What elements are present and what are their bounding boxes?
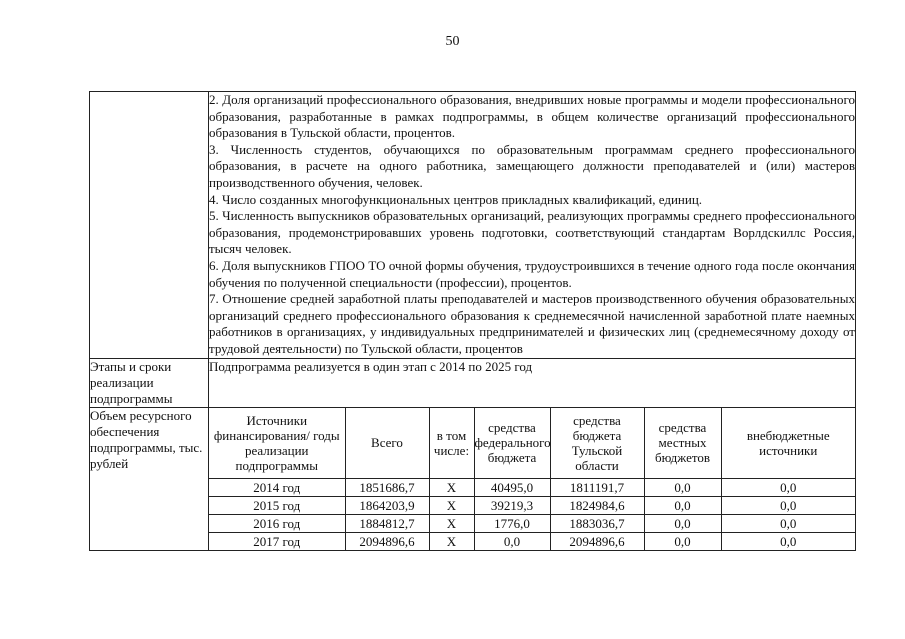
cell-including: X — [429, 478, 474, 496]
cell-extra: 0,0 — [721, 514, 855, 532]
cell-year: 2017 год — [253, 533, 301, 549]
header-regional: средства бюджета Тульской области — [550, 408, 644, 479]
header-federal: средства федерального бюджета — [474, 408, 550, 479]
cell-local: 0,0 — [644, 532, 721, 550]
header-extra: внебюджетные источники — [721, 408, 855, 479]
cell-total: 1884812,7 — [345, 514, 429, 532]
cell-federal: 0,0 — [474, 532, 550, 550]
cell-extra: 0,0 — [721, 532, 855, 550]
cell-year: 2016 год — [209, 514, 345, 532]
cell-regional: 1824984,6 — [550, 496, 644, 514]
indicator-item: 2. Доля организаций профессионального образования, внедривших новые программы и модели профессионального образования, разработанные в рамках подпрограммы, в общем количестве организаций профессионального образования в Тульской области, процентов. — [209, 92, 855, 141]
cell-regional: 1811191,7 — [550, 478, 644, 496]
cell-federal: 1776,0 — [474, 514, 550, 532]
cell-including: X — [429, 514, 474, 532]
header-local: средства местных бюджетов — [644, 408, 721, 479]
cell-federal: 40495,0 — [474, 478, 550, 496]
page-number: 50 — [445, 34, 460, 49]
cell-regional: 2094896,6 — [550, 532, 644, 550]
indicators-cell — [209, 92, 856, 359]
indicators-label-cell — [90, 92, 209, 359]
cell-federal: 39219,3 — [474, 496, 550, 514]
cell-regional: 1883036,7 — [550, 514, 644, 532]
financing-label: Объем ресурсного обеспечения подпрограммы, тыс. рублей — [90, 407, 209, 550]
table-row — [209, 496, 855, 514]
indicator-item: 3. Численность студентов, обучающихся по образовательным программам среднего профессионального образования, в расчете на одного работника, замещающего должности преподавателей и (или) мастеров производственного обучения, человек. — [209, 141, 855, 190]
cell-extra: 0,0 — [721, 478, 855, 496]
indicator-item: 6. Доля выпускников ГПОО ТО очной формы обучения, трудоустроившихся в течение одного года после окончания обучения по полученной специальности (профессии), процентов. — [209, 257, 855, 290]
passport-table — [89, 91, 856, 551]
header-including: в том числе: — [429, 408, 474, 479]
cell-including: X — [429, 532, 474, 550]
cell-total: 1864203,9 — [345, 496, 429, 514]
financing-header-row — [209, 408, 855, 479]
cell-including: X — [429, 496, 474, 514]
indicators-row — [90, 92, 856, 359]
cell-local: 0,0 — [644, 514, 721, 532]
cell-extra: 0,0 — [721, 496, 855, 514]
indicator-item: 5. Численность выпускников образовательных организаций, реализующих программы среднего профессионального образования, продемонстрировавших уровень подготовки, соответствующий стандартам Ворлдскиллс Россия, тысяч человек. — [209, 208, 855, 257]
stages-value: Подпрограмма реализуется в один этап с 2014 по 2025 год — [209, 358, 856, 407]
financing-table — [209, 408, 855, 550]
stages-label: Этапы и сроки реализации подпрограммы — [90, 358, 209, 407]
stages-row — [90, 358, 856, 407]
indicator-item: 7. Отношение средней заработной платы преподавателей и мастеров производственного обучения образовательных организаций среднего профессионального образования к среднемесячной начисленной заработной плате наемных работников в организациях, у индивидуальных предпринимателей и физических лиц (среднемесячному доходу от трудовой деятельности) по Тульской области, процентов — [209, 291, 855, 356]
indicator-item: 4. Число созданных многофункциональных центров прикладных квалификаций, единиц. — [209, 191, 703, 207]
header-total: Всего — [345, 408, 429, 479]
header-sources: Источники финансирования/ годы реализации подпрограммы — [209, 408, 345, 479]
table-row — [209, 532, 855, 550]
financing-row — [90, 407, 856, 550]
financing-cell — [209, 407, 856, 550]
table-row — [209, 478, 855, 496]
cell-year: 2015 год — [209, 496, 345, 514]
cell-total: 1851686,7 — [345, 478, 429, 496]
table-row — [209, 514, 855, 532]
cell-year: 2014 год — [209, 478, 345, 496]
cell-local: 0,0 — [644, 496, 721, 514]
cell-total: 2094896,6 — [345, 532, 429, 550]
cell-local: 0,0 — [644, 478, 721, 496]
